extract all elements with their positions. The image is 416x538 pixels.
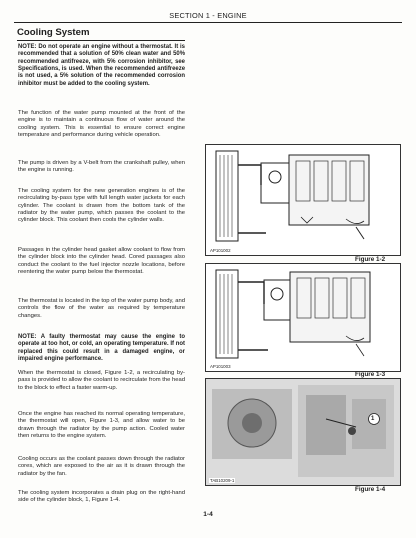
paragraph-bypass: When the thermostat is closed, Figure 1-2, a recirculating by-pass is provided to allow the coolant to recirculate from the head to the block to effect a faster warm-up. [18,370,185,391]
figure-1-4-code: TAB10209-1 [210,478,235,483]
figure-1-2-code: AP101002 [210,248,231,253]
engine-photo-drain-plug [206,379,400,485]
page-number: 1-4 [203,511,213,518]
header-rule [14,22,402,23]
paragraph-radiator: Cooling occurs as the coolant passes down through the radiator cores, which are exposed to the air as it is drawn through the radiator by the fan. [18,456,185,477]
cooling-diagram-thermostat-open [206,264,400,371]
figure-1-2-caption: Figure 1-2 [355,256,386,263]
paragraph-water-pump: The function of the water pump mounted at the front of the engine is to maintain a continuous flow of water around the cooling system. This is essential to ensure correct engine temperature and performance during vehicle operation. [18,110,185,139]
paragraph-operating-temp: Once the engine has reached its normal operating temperature, the thermostat will open, Figure 1-3, and allow water to be drawn through the radiator by the pump action. Cooled water then returns to the engine system. [18,411,185,440]
cooling-diagram-thermostat-closed [206,145,400,255]
callout-1: 1 [371,416,375,422]
paragraph-thermostat: The thermostat is located in the top of the water pump body, and controls the flow of the water as required by temperature changes. [18,298,185,319]
note-antifreeze: NOTE: Do not operate an engine without a thermostat. It is recommended that a solution of 50% clean water and 50% recommended antifreeze, with 5% corrosion inhibitor, see Specifications, is used. When the recommended antifreeze is not used, a 5% solution of the recommended corrosion inhibitor must be added to the cooling system. [18,44,185,87]
page-title: Cooling System [17,27,90,38]
paragraph-v-belt: The pump is driven by a V-belt from the crankshaft pulley, when the engine is running. [18,160,185,174]
section-header: SECTION 1 - ENGINE [169,11,247,20]
title-rule [17,40,185,41]
figure-1-2-image [205,144,401,256]
figure-1-4-image [205,378,401,486]
paragraph-recirculating: The cooling system for the new generation engines is of the recirculating by-pass type with full length water jackets for each cylinder. The coolant is drawn from the bottom tank of the radiator by the water pump, which passes the coolant to the cylinder block. This coolant then cools the cylinder walls. [18,188,185,224]
figure-1-3-caption: Figure 1-3 [355,371,386,378]
figure-1-3-code: AP101003 [210,364,231,369]
figure-1-3-image [205,263,401,372]
paragraph-gasket: Passages in the cylinder head gasket allow coolant to flow from the cylinder block into the cylinder head. Cored passages also conduct the coolant to the fuel injector nozzle locations, before reentering the water pump below the thermostat. [18,247,185,276]
paragraph-drain-plug: The cooling system incorporates a drain plug on the right-hand side of the cylinder block, 1, Figure 1-4. [18,490,185,504]
note-faulty-thermostat: NOTE: A faulty thermostat may cause the engine to operate at too hot, or cold, an operating temperature. If not replaced this could result in a damaged engine, or impaired engine performance. [18,334,185,363]
figure-1-4-caption: Figure 1-4 [355,486,386,493]
